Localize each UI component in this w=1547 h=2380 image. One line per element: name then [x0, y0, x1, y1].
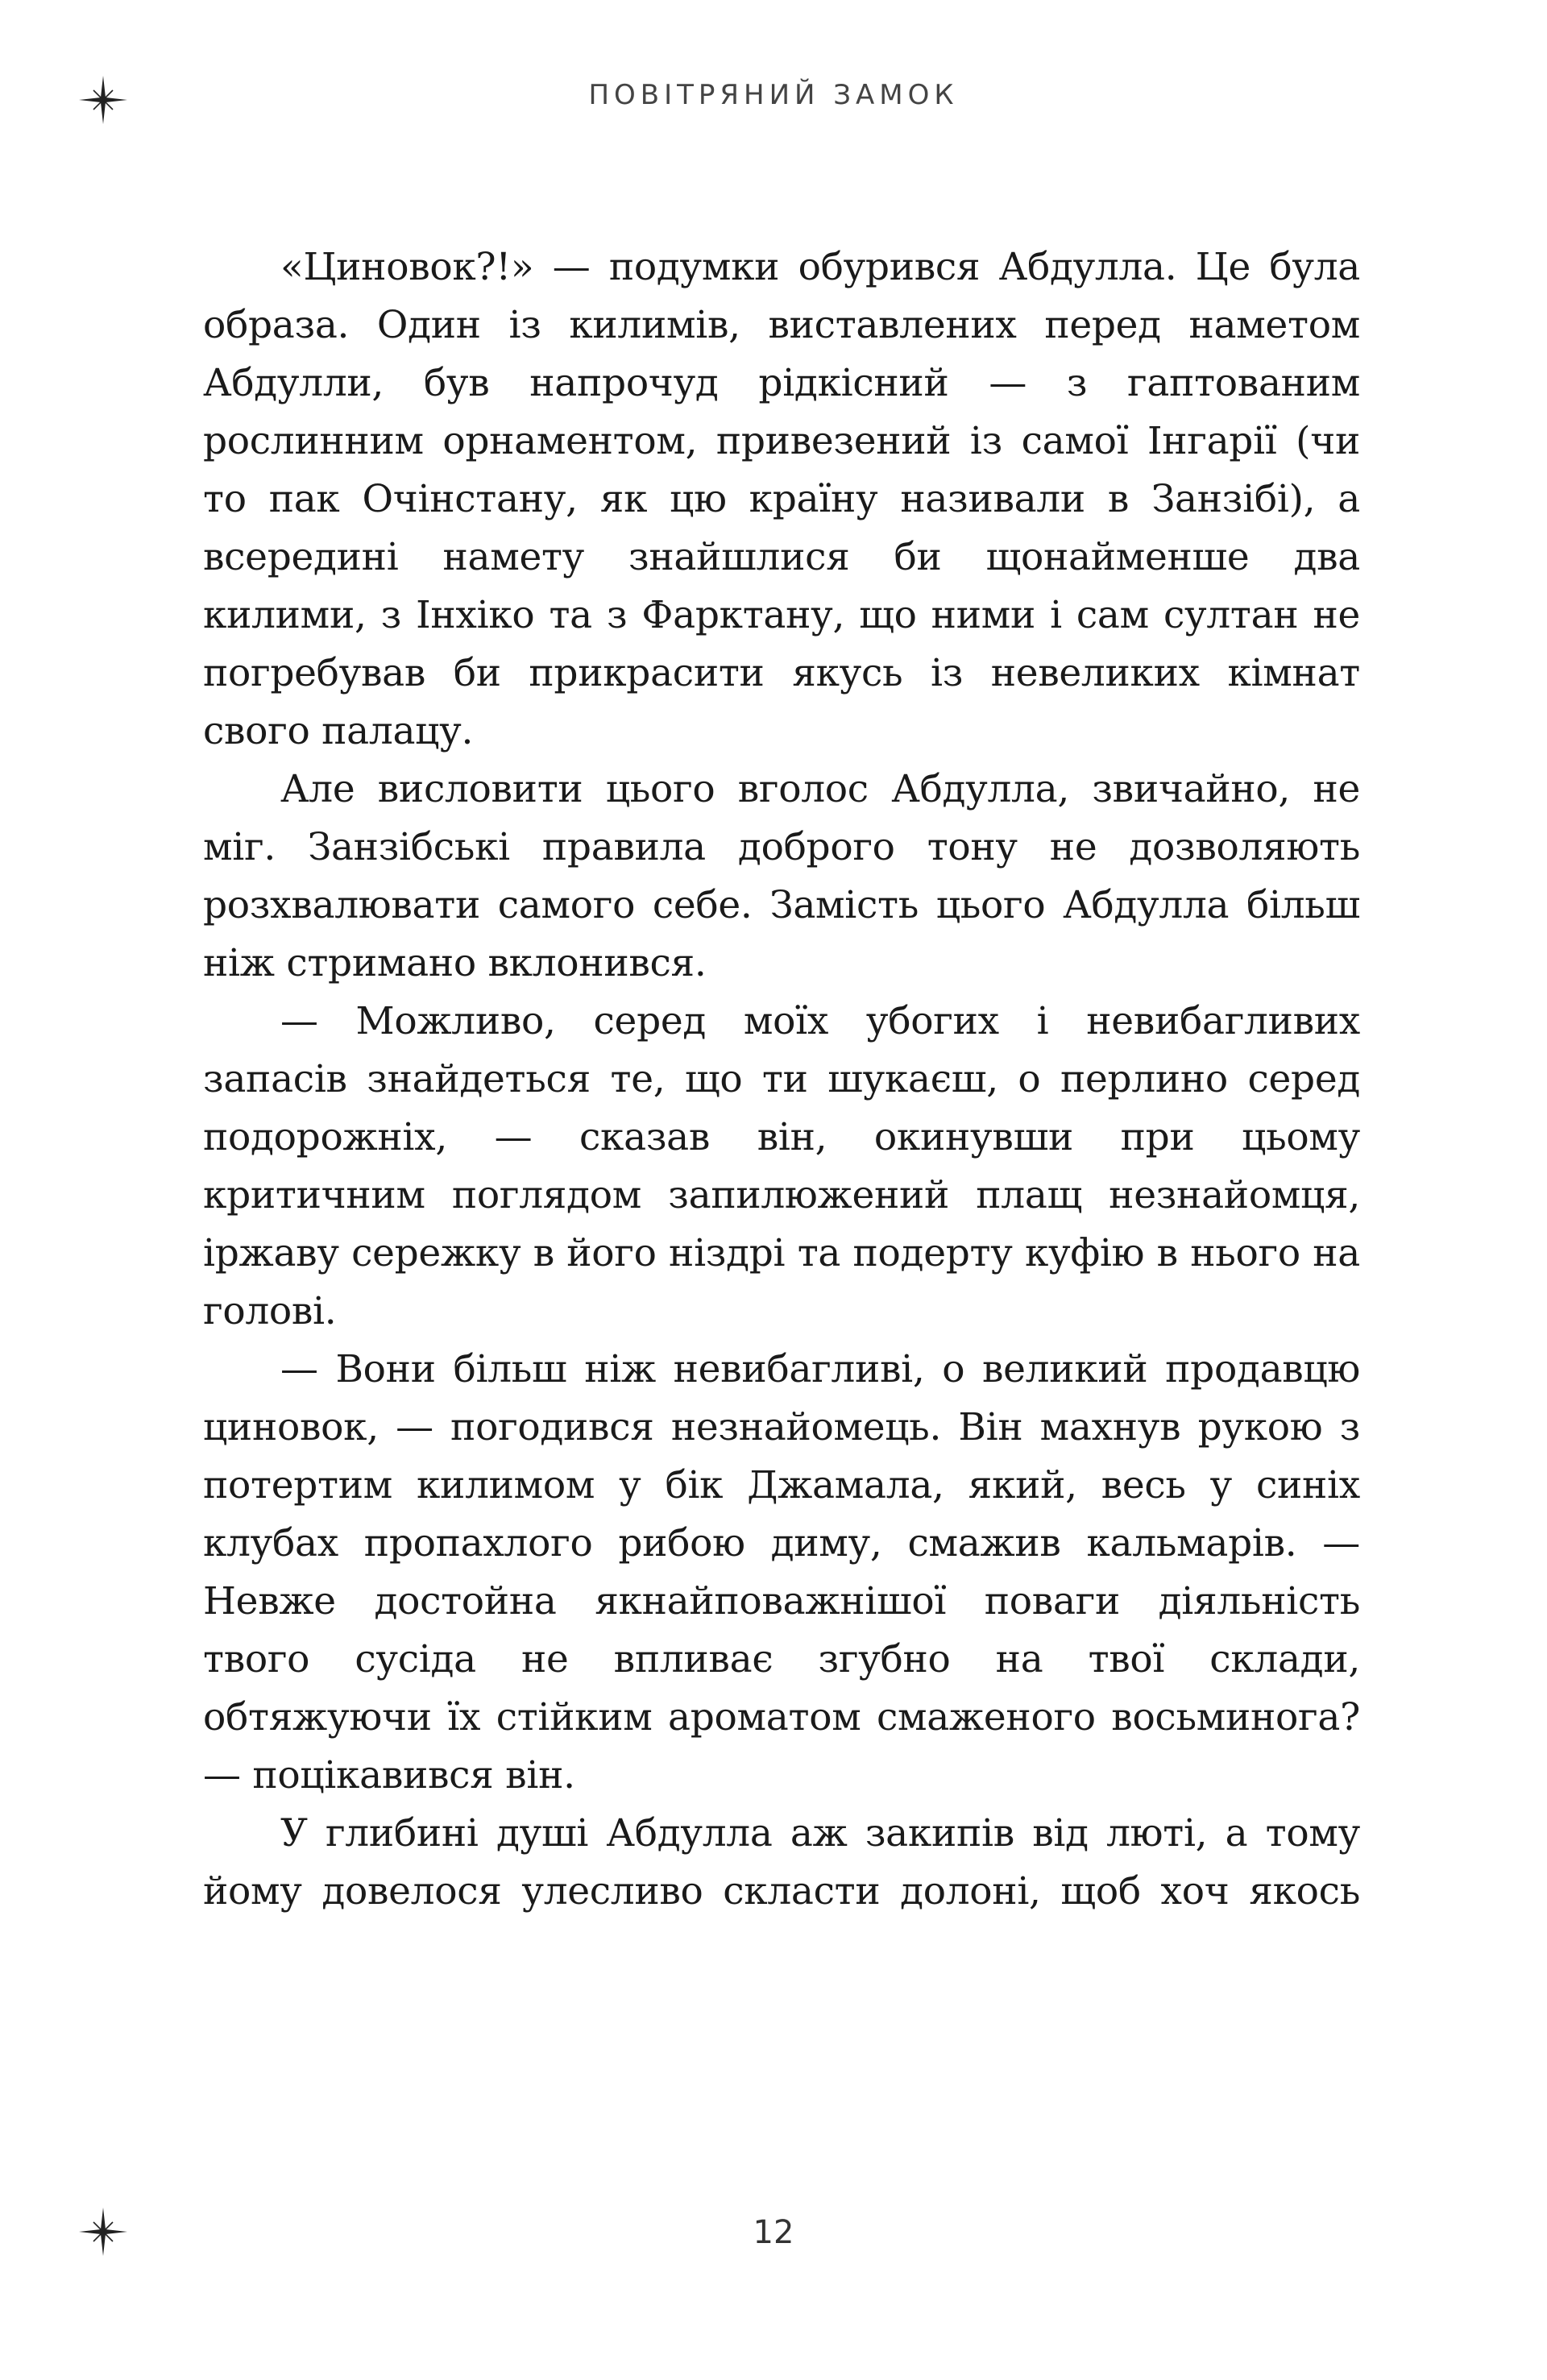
body-text [203, 238, 1360, 1921]
paragraph: — Вони більш ніж невибагливі, о великий продавцю циновок, — погодився незнайомець. Він махнув рукою з потертим килимом у бік Джамала, який, весь у синіх клубах пропахлого рибою диму, смажив кальмарів. — Невже достойна якнайповажнішої поваги діяльність твого сусіда не впливає згубно на твої склади, обтяжуючи їх стійким ароматом смаженого восьминога? — поцікавився він. [203, 1347, 1360, 1797]
page-number: 12 [753, 2214, 794, 2251]
paragraph: «Циновок?!» — подумки обурився Абдулла. Це була образа. Один із килимів, виставлених перед наметом Абдулли, був напрочуд рідкісний — з гаптованим рослинним орнаментом, привезений із самої Інгарії (чи то пак Очінстану, як цю країну називали в Занзібі), а всередині намету знайшлися би щонайменше два килими, з Інхіко та з Фарктану, що ними і сам султан не погребував би прикрасити якусь із невеликих кімнат свого палацу. [203, 245, 1360, 753]
running-title: ПОВІТРЯНИЙ ЗАМОК [588, 79, 959, 111]
paragraph: У глибині душі Абдулла аж закипів від люті, а тому йому довелося улесливо скласти долоні, щоб хоч якось [203, 1811, 1360, 1914]
paragraph: — Можливо, серед моїх убогих і невибагливих запасів знайдеться те, що ти шукаєш, о перлино серед подорожніх, — сказав він, окинувши при цьому критичним поглядом запилюжений плащ незнайомця, іржаву сережку в його ніздрі та подерту куфію в нього на голові. [203, 999, 1360, 1333]
paragraph: Але висловити цього вголос Абдулла, звичайно, не міг. Занзібські правила доброго тону не дозволяють розхвалювати самого себе. Замість цього Абдулла більш ніж стримано вклонився. [203, 767, 1360, 985]
